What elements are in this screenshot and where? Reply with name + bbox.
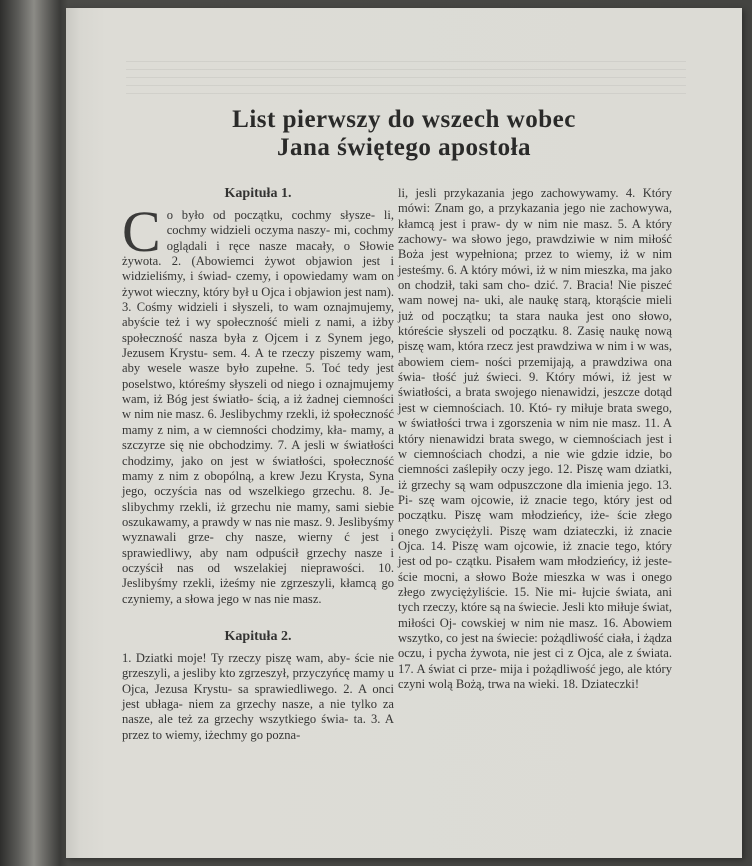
show-through-texture xyxy=(126,54,686,94)
page-title-line-2: Jana świętego apostoła xyxy=(276,134,532,161)
chapter-2-heading: Kapituła 2. xyxy=(224,628,292,644)
chapter-1-text: o było od początku, cochmy słysze- li, cochmy widzieli oczyma naszy- mi, cochmy oglądali i ręce nasze macały, o Słowie żywota. 2. (Abowiemci żywot objawion jest i widzieliśmy, i świad- czemy, i opowiedamy wam on żywot wieczny, który był u Ojca i objawion jest nam). 3. Cośmy widzieli i słyszeli, to wam oznajmujemy, abyście też i wy społeczność mieli z nami, a iżby społeczność nasza była z Ojcem i z Synem jego, Jezusem Krystu- sem. 4. A te rzeczy piszemy wam, aby wesele wasze było zupełne. 5. Toć tedy jest poselstwo, któreśmy słyszeli od niego i oznajmujemy wam, iż Bóg jest światło- ścią, a iż żadnej ciemności w nim nie masz. 6. Jeslibychmy rzekli, iż społeczność mamy z nim, a w ciemności chodzimy, kła- mamy, a szczyrze się nie obchodzimy. 7. A jesli w światłości chodzimy, jako on jest w światłości, społeczność mamy z nim z obopólną, a krew Jezu Krysta, Syna jego, oczyścia nas od wszelkiego grzechu. 8. Je- slibychmy rzekli, iż grzechu nie mamy, sami siebie oszukawamy, a prawdy w nas nie masz. 9. Jeslibyśmy wyznawali grze- chy nasze, wierny ć jest i sprawiedliwy, aby nam odpuścił grzechy nasze i oczyścił nas od wszelakiej nieprawości. 10. Jeslibyśmy rzekli, iżeśmy nie zgrzeszyli, kłamcą go czyniemy, a słowa jego w nas nie masz. xyxy=(122,208,395,606)
page-title-line-1: List pierwszy do wszech wobec xyxy=(232,106,576,133)
left-column xyxy=(122,186,394,743)
book-page xyxy=(66,8,742,858)
right-column xyxy=(398,186,672,692)
drop-cap: C xyxy=(122,199,161,264)
chapter-2-text: 1. Dziatki moje! Ty rzeczy piszę wam, aby- ście nie grzeszyli, a jesliby kto zgrzeszył, przyczyńcę mamy u Ojca, Jezusa Krystu- sa sprawiedliwego. 2. A onci jest ubłaga- niem za grzechy nasze, a nie tylko za nasze, ale też za grzechy wszytkiego świa- ta. 3. A przez to wiemy, iżechmy go pozna- xyxy=(122,650,394,742)
right-column-text: li, jesli przykazania jego zachowywamy. 4. Który mówi: Znam go, a przykazania jego nie zachowywa, kłamcą jest i praw- dy w nim nie masz. 5. A który zachowy- wa słowo jego, prawdziwie w nim miłość Boża jest wypełniona; przez to wiemy, iż w nim jesteśmy. 6. A który mówi, iż w nim mieszka, ma jako on chodził, taki sam cho- dzić. 7. Bracia! Nie piszeć wam nowej na- uki, ale naukę starą, ktorąście mieli już od początku; ta stara nauka jest ono słowo, któreście słyszeli od początku. 8. Zasię naukę nową piszę wam, która rzecz jest prawdziwa w nim i w was, abowiem ciem- ności przemijają, a prawdziwa ona świa- tłość już świeci. 9. Który mówi, iż jest w światłości, a brata swojego nienawidzi, jeszcze dotąd jest w ciemnościach. 10. Któ- ry miłuje brata swego, w światłości trwa i zgorszenia w nim nie masz. 11. A który nienawidzi brata swego, w ciemnościach jest i w ciemnościach chodzi, a nie wie gdzie idzie, bo ciemności zaślepiły oczy jego. 12. Piszę wam dziatki, iż grzechy są wam odpuszczone dla imienia jego. 13. Pi- szę wam ojcowie, iż znacie tego, który jest od początku. Piszę wam młodzieńcy, iże- ście złego onego zwyciężyli. Piszę wam dziateczki, iż znacie Ojca. 14. Piszę wam ojcowie, iż znacie tego, który jest od po- czątku. Pisałem wam młodzieńcy, iż jeste- ście mocni, a słowo Boże mieszka w was i onego złego zwyciężyliście. 15. Nie mi- łujcie świata, ani tych rzeczy, które są na świecie. Jesli kto miłuje świat, miłości Oj- cowskiej w nim nie masz. 16. Abowiem wszytko, co jest na świecie: pożądliwość ciała, i żądza oczu, i pycha żywota, nie jest ci z Ojca, ale z świata. 17. A świat ci prze- mija i pożądliwość jego, ale który czyni wolą Bożą, trwa na wieki. 18. Dziateczki! xyxy=(398,186,672,691)
chapter-1-heading: Kapituła 1. xyxy=(224,186,292,201)
chapter-1-paragraph xyxy=(122,199,395,607)
